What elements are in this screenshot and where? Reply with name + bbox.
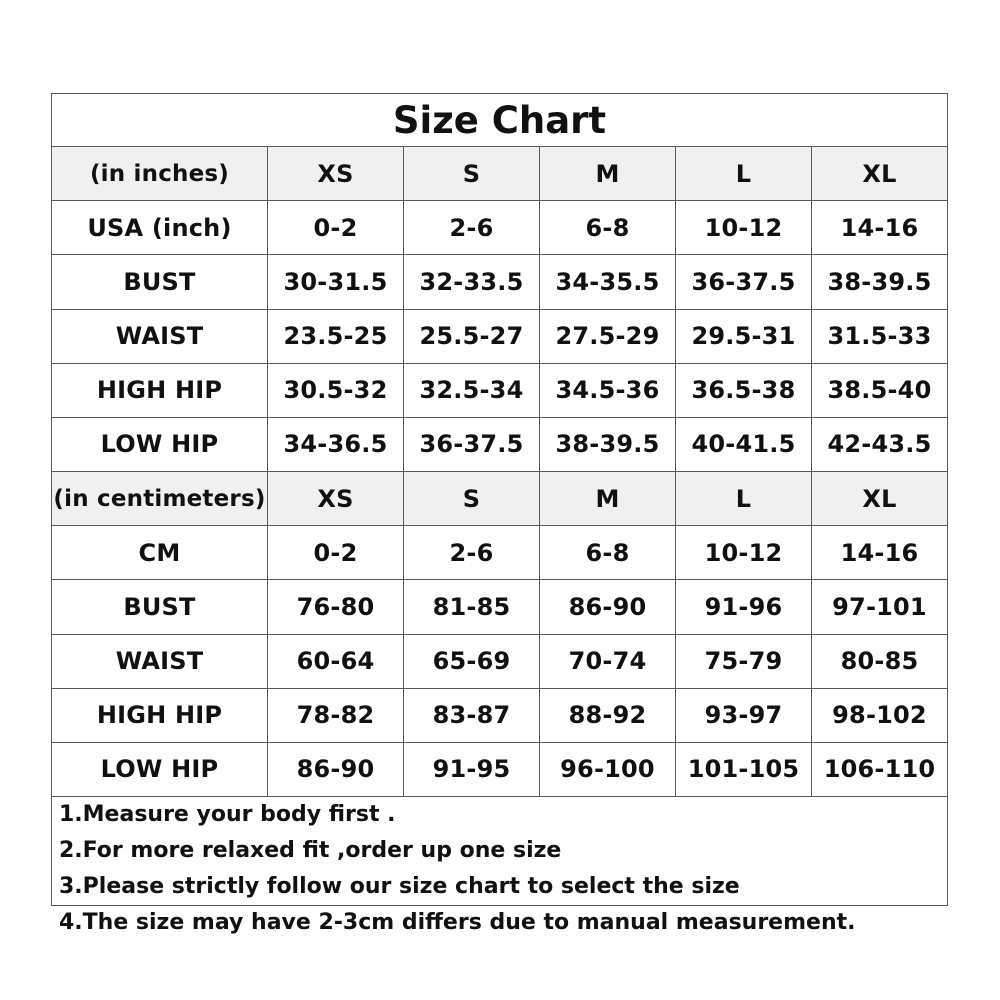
table-cell: 34.5-36 <box>540 364 676 418</box>
table-cell: 40-41.5 <box>676 418 812 472</box>
table-cell: 101-105 <box>676 743 812 797</box>
size-header-m: M <box>540 472 676 526</box>
table-cell: 91-96 <box>676 580 812 634</box>
table-cell: 60-64 <box>268 635 404 689</box>
table-cell: 36.5-38 <box>676 364 812 418</box>
size-header-m: M <box>540 147 676 201</box>
table-cell: 34-36.5 <box>268 418 404 472</box>
table-cell: 38-39.5 <box>812 255 947 309</box>
table-cell: 34-35.5 <box>540 255 676 309</box>
table-cell: 98-102 <box>812 689 947 743</box>
row-label: HIGH HIP <box>52 364 268 418</box>
table-cell: 10-12 <box>676 201 812 255</box>
size-header-l: L <box>676 472 812 526</box>
table-cell: 36-37.5 <box>404 418 540 472</box>
row-label: HIGH HIP <box>52 689 268 743</box>
notes-section <box>52 797 947 935</box>
row-label: LOW HIP <box>52 743 268 797</box>
row-label: BUST <box>52 580 268 634</box>
table-cell: 65-69 <box>404 635 540 689</box>
table-cell: 2-6 <box>404 201 540 255</box>
table-cell: 30-31.5 <box>268 255 404 309</box>
table-cell: 0-2 <box>268 526 404 580</box>
table-cell: 29.5-31 <box>676 310 812 364</box>
table-cell: 81-85 <box>404 580 540 634</box>
row-label: LOW HIP <box>52 418 268 472</box>
table-cell: 31.5-33 <box>812 310 947 364</box>
note-line: 4.The size may have 2-3cm differs due to manual measurement. <box>59 910 856 935</box>
table-cell: 96-100 <box>540 743 676 797</box>
table-cell: 86-90 <box>268 743 404 797</box>
table-cell: 97-101 <box>812 580 947 634</box>
table-cell: 10-12 <box>676 526 812 580</box>
table-cell: 42-43.5 <box>812 418 947 472</box>
table-cell: 91-95 <box>404 743 540 797</box>
row-label: BUST <box>52 255 268 309</box>
size-header-xs: XS <box>268 147 404 201</box>
unit-label-centimeters: (in centimeters) <box>52 472 268 526</box>
table-cell: 23.5-25 <box>268 310 404 364</box>
table-cell: 32.5-34 <box>404 364 540 418</box>
table-cell: 25.5-27 <box>404 310 540 364</box>
table-cell: 76-80 <box>268 580 404 634</box>
size-header-s: S <box>404 472 540 526</box>
size-header-l: L <box>676 147 812 201</box>
table-cell: 36-37.5 <box>676 255 812 309</box>
table-cell: 106-110 <box>812 743 947 797</box>
table-cell: 14-16 <box>812 201 947 255</box>
note-line: 2.For more relaxed fit ,order up one size <box>59 838 562 863</box>
size-header-xl: XL <box>812 147 947 201</box>
row-label: WAIST <box>52 310 268 364</box>
table-cell: 38-39.5 <box>540 418 676 472</box>
table-cell: 27.5-29 <box>540 310 676 364</box>
table-cell: 83-87 <box>404 689 540 743</box>
table-cell: 14-16 <box>812 526 947 580</box>
table-cell: 6-8 <box>540 201 676 255</box>
size-header-s: S <box>404 147 540 201</box>
table-cell: 78-82 <box>268 689 404 743</box>
note-line: 1.Measure your body first . <box>59 802 396 827</box>
unit-label-inches: (in inches) <box>52 147 268 201</box>
row-label: USA (inch) <box>52 201 268 255</box>
table-cell: 75-79 <box>676 635 812 689</box>
size-header-xl: XL <box>812 472 947 526</box>
table-cell: 0-2 <box>268 201 404 255</box>
table-cell: 6-8 <box>540 526 676 580</box>
chart-title: Size Chart <box>52 94 947 147</box>
size-grid <box>52 147 947 797</box>
note-line: 3.Please strictly follow our size chart to select the size <box>59 874 740 899</box>
size-chart-table <box>51 93 948 935</box>
table-cell: 93-97 <box>676 689 812 743</box>
table-cell: 80-85 <box>812 635 947 689</box>
table-cell: 38.5-40 <box>812 364 947 418</box>
table-cell: 32-33.5 <box>404 255 540 309</box>
row-label: WAIST <box>52 635 268 689</box>
size-header-xs: XS <box>268 472 404 526</box>
row-label: CM <box>52 526 268 580</box>
table-cell: 86-90 <box>540 580 676 634</box>
table-cell: 30.5-32 <box>268 364 404 418</box>
table-cell: 88-92 <box>540 689 676 743</box>
table-cell: 70-74 <box>540 635 676 689</box>
table-cell: 2-6 <box>404 526 540 580</box>
